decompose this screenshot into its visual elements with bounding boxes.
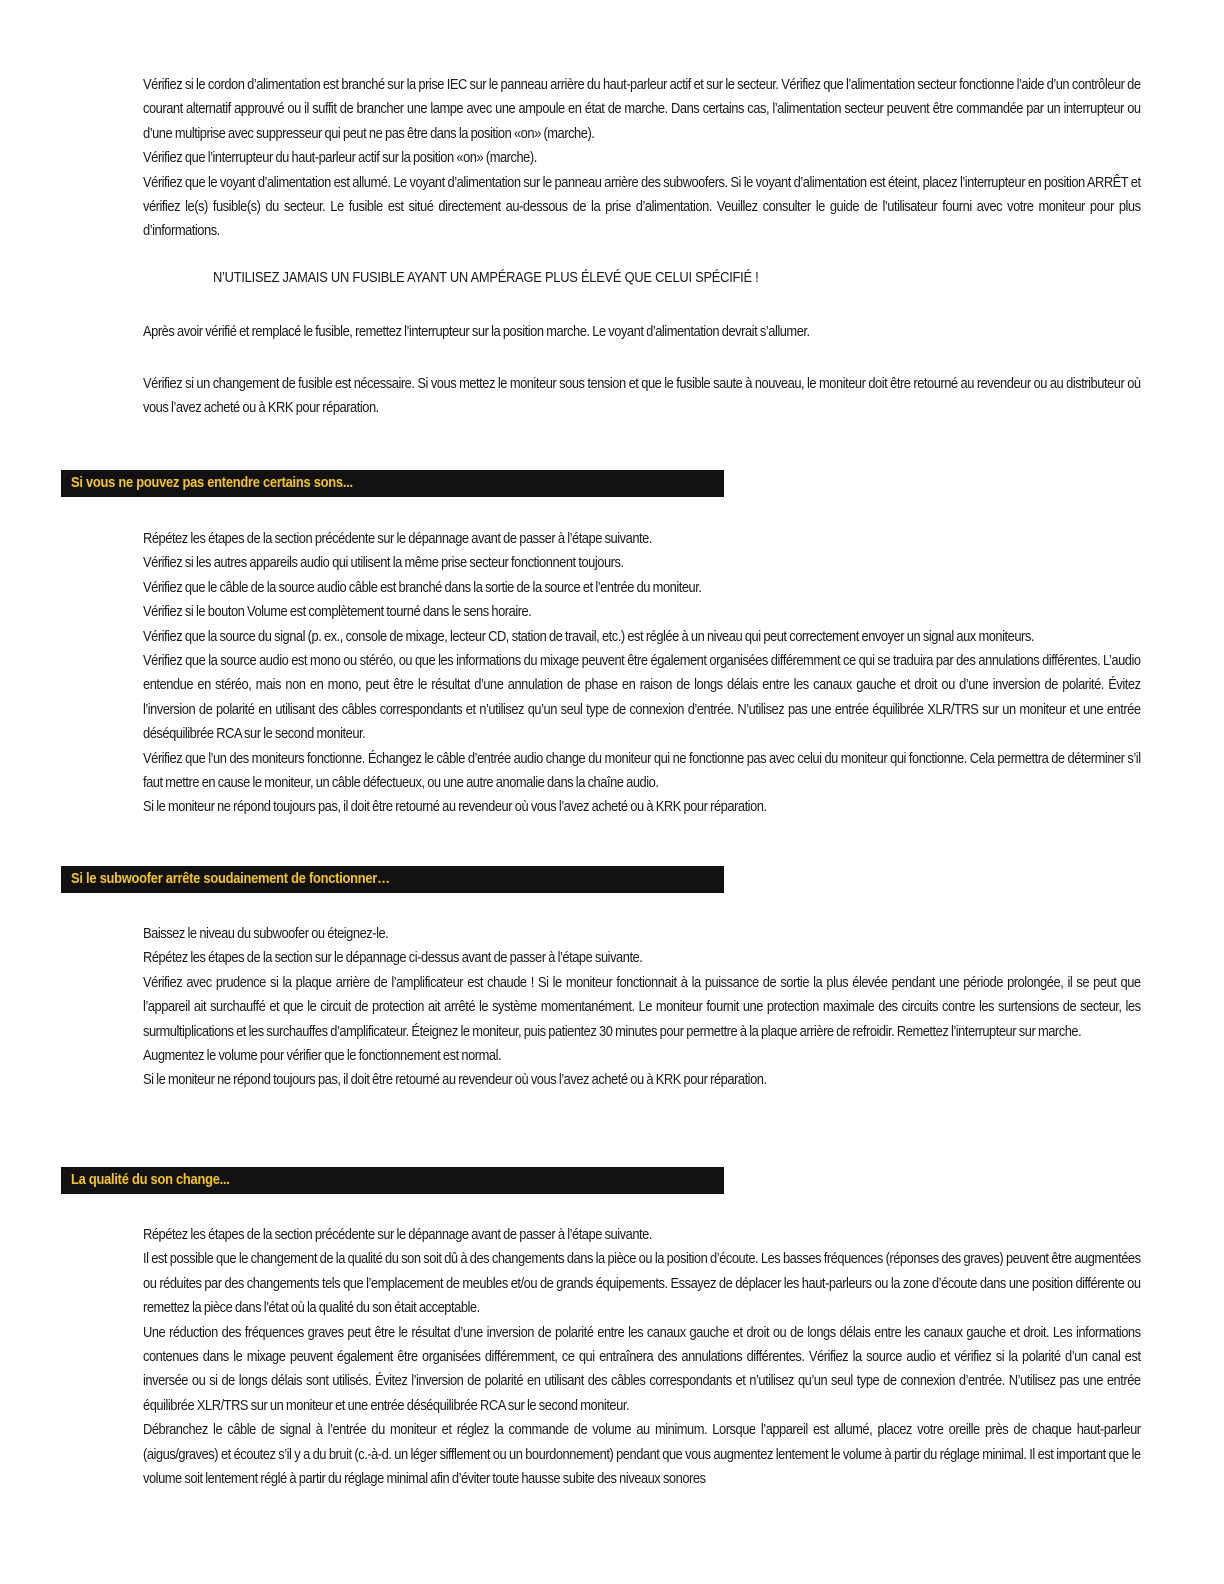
- list-item: Baissez le niveau du subwoofer ou éteignez-le.: [143, 925, 389, 942]
- list-item: Répétez les étapes de la section précédente sur le dépannage avant de passer à l’étape suivante.: [143, 1226, 652, 1243]
- sound-quality-block: [143, 1223, 1141, 1491]
- list-item: Vérifiez que le câble de la source audio câble est branché dans la sortie de la source et l’entrée du moniteur.: [143, 578, 702, 596]
- fuse-check-paragraph: Vérifiez si un changement de fusible est nécessaire. Si vous mettez le moniteur sous tension et que le fusible saute à nouveau, le moniteur doit être retourné au revendeur ou au distributeur où vous l’avez acheté ou à KRK pour réparation.: [143, 375, 1141, 417]
- power-cord-paragraph: Vérifiez si le cordon d’alimentation est branché sur la prise IEC sur le panneau arrière du haut-parleur actif et sur le secteur. Vérifiez que l’alimentation secteur fonctionne l’aide d’un contrôleur de courant alternatif approuvé ou il suffit de brancher une lampe avec une ampoule en état de marche. Dans certains cas, l’alimentation secteur peuvent être commandée par un interrupteur ou d’une multiprise avec suppresseur qui peut ne pas être dans la position «on» (marche).: [143, 76, 1141, 142]
- section-header-sound-quality: [61, 1167, 724, 1194]
- section-title: La qualité du son change...: [71, 1171, 230, 1188]
- list-item: Vérifiez si le bouton Volume est complètement tourné dans le sens horaire.: [143, 603, 532, 621]
- list-item: Une réduction des fréquences graves peut être le résultat d’une inversion de polarité entre les canaux gauche et droit ou de longs délais entre les canaux gauche et droit. Les informations contenues dans le mixage peuvent également être organisées différemment, ce qui entraînera des annulations différentes. Vérifiez la source audio et vérifiez si la polarité d’un canal est inversée ou si de longs délais sont utilisés. Évitez l’inversion de polarité en utilisant des câbles correspondants et n’utilisez qu’un seul type de connexion d’entrée. N’utilisez pas une entrée équilibrée XLR/TRS sur un moniteur et une entrée déséquilibrée RCA sur le second moniteur.: [143, 1323, 1141, 1414]
- power-switch-paragraph: Vérifiez que l’interrupteur du haut-parleur actif sur la position «on» (marche).: [143, 149, 537, 167]
- fuse-warning: N’UTILISEZ JAMAIS UN FUSIBLE AYANT UN AMPÉRAGE PLUS ÉLEVÉ QUE CELUI SPÉCIFIÉ !: [213, 269, 759, 286]
- list-item: Augmentez le volume pour vérifier que le fonctionnement est normal.: [143, 1047, 502, 1065]
- power-led-paragraph: Vérifiez que le voyant d’alimentation est allumé. Le voyant d’alimentation sur le panneau arrière des subwoofers. Si le voyant d’alimentation est éteint, placez l’interrupteur en position ARRÊT et vérifiez le(s) fusible(s) du secteur. Le fusible est situé directement au-dessous de la prise d’alimentation. Veuillez consulter le guide de l’utilisateur fourni avec votre moniteur pour plus d’informations.: [143, 173, 1141, 240]
- section-title: Si le subwoofer arrête soudainement de fonctionner…: [71, 870, 390, 887]
- list-item: Débranchez le câble de signal à l’entrée du moniteur et réglez la commande de volume au minimum. Lorsque l’appareil est allumé, placez votre oreille près de chaque haut-parleur (aigus/graves) et écoutez s’il y a du bruit (c.-à-d. un léger sifflement ou un bourdonnement) pendant que vous augmentez lentement le volume à partir du réglage minimal. Il est important que le volume soit lentement réglé à partir du réglage minimal afin d’éviter toute hausse subite des niveaux sonores: [143, 1421, 1141, 1488]
- fuse-check-block: [143, 372, 1141, 421]
- section-header-subwoofer-stops: [61, 866, 724, 893]
- list-item: Vérifiez que la source du signal (p. ex., console de mixage, lecteur CD, station de travail, etc.) est réglée à un niveau qui peut correctement envoyer un signal aux moniteurs.: [143, 627, 1034, 645]
- list-item: Si le moniteur ne répond toujours pas, il doit être retourné au revendeur où vous l’avez acheté ou à KRK pour réparation.: [143, 798, 767, 816]
- subwoofer-stops-block: [143, 922, 1141, 1093]
- after-fuse-block: [143, 320, 1141, 344]
- list-item: Vérifiez avec prudence si la plaque arrière de l’amplificateur est chaude ! Si le moniteur fonctionnait à la puissance de sortie la plus élevée pendant une période prolongée, il se peut que l’appareil ait surchauffé et que le circuit de protection ait arrêté le système momentanément. Le moniteur fournit une protection maximale des circuits contre les surtensions de secteur, les surmultiplications et les surchauffes d’amplificateur. Éteignez le moniteur, puis patientez 30 minutes pour permettre à la plaque arrière de refroidir. Remettez l’interrupteur sur marche.: [143, 973, 1141, 1040]
- list-item: Vérifiez que la source audio est mono ou stéréo, ou que les informations du mixage peuvent être également organisées différemment ce qui se traduira par des annulations différentes. L’audio entendue en stéréo, mais non en mono, peut être le résultat d’une annulation de phase en raison de longs délais entre les canaux gauche et droit ou d’une inversion de polarité. Évitez l’inversion de polarité en utilisant des câbles correspondants et n’utilisez qu’un seul type de connexion d’entrée. N’utilisez pas une entrée équilibrée XLR/TRS sur un moniteur et une entrée déséquilibrée RCA sur le second moniteur.: [143, 652, 1141, 743]
- list-item: Vérifiez que l’un des moniteurs fonctionne. Échangez le câble d’entrée audio change du moniteur qui ne fonctionne pas avec celui du moniteur qui fonctionne. Cela permettra de déterminer s’il faut mettre en cause le moniteur, un câble défectueux, ou une autre anomalie dans la chaîne audio.: [143, 749, 1141, 792]
- list-item: Répétez les étapes de la section sur le dépannage ci-dessus avant de passer à l’étape suivante.: [143, 949, 643, 967]
- list-item: Il est possible que le changement de la qualité du son soit dû à des changements dans la pièce ou la position d’écoute. Les basses fréquences (réponses des graves) peuvent être augmentées ou réduites par des changements tels que l’emplacement de meubles et/ou de grands équipements. Essayez de déplacer les haut-parleurs ou la zone d’écoute dans une position différente ou remettez la pièce dans l’état où la qualité du son était acceptable.: [143, 1250, 1141, 1317]
- section-header-no-sound: [61, 470, 724, 497]
- after-fuse-paragraph: Après avoir vérifié et remplacé le fusible, remettez l’interrupteur sur la position marche. Le voyant d’alimentation devrait s’allumer.: [143, 323, 810, 340]
- section-title: Si vous ne pouvez pas entendre certains sons...: [71, 474, 353, 491]
- list-item: Répétez les étapes de la section précédente sur le dépannage avant de passer à l’étape suivante.: [143, 530, 652, 547]
- list-item: Vérifiez si les autres appareils audio qui utilisent la même prise secteur fonctionnent toujours.: [143, 554, 624, 572]
- list-item: Si le moniteur ne répond toujours pas, il doit être retourné au revendeur où vous l’avez acheté ou à KRK pour réparation.: [143, 1071, 767, 1089]
- power-check-block: [143, 73, 1141, 244]
- no-sound-block: [143, 527, 1141, 820]
